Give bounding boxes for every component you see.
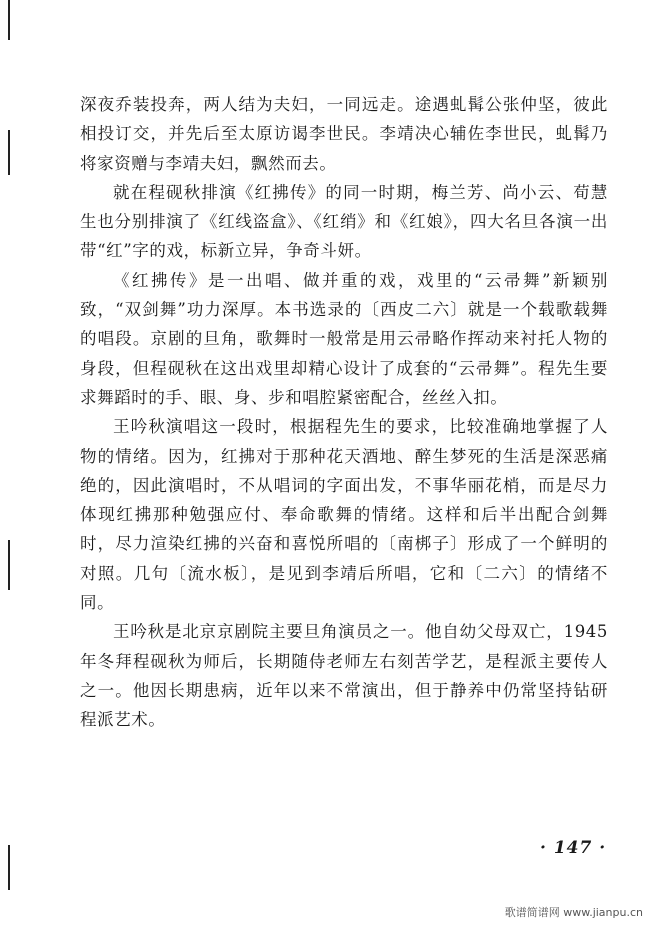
scan-edge-mark (8, 845, 10, 890)
paragraph-5: 王吟秋是北京京剧院主要旦角演员之一。他自幼父母双亡，1945年冬拜程砚秋为师后，长期随侍老师左右刻苦学艺，是程派主要传人之一。他因长期患病，近年以来不常演出，但于静养中仍常坚持钻研程派艺术。 (80, 622, 608, 730)
paragraph-3: 《红拂传》是一出唱、做并重的戏，戏里的“云帚舞”新颖别致，“双剑舞”功力深厚。本书选录的〔西皮二六〕就是一个载歌载舞的唱段。京剧的旦角，歌舞时一般常是用云帚略作挥动来衬托人物的身段，但程砚秋在这出戏里却精心设计了成套的“云帚舞”。程先生要求舞蹈时的手、眼、身、步和唱腔紧密配合，丝丝入扣。 (80, 270, 608, 407)
paragraph-2: 就在程砚秋排演《红拂传》的同一时期，梅兰芳、尚小云、荀慧生也分别排演了《红线盗盒》、《红绡》和《红娘》，四大名旦各演一出带“红”字的戏，标新立异，争奇斗妍。 (80, 182, 608, 261)
page-number: · 147 · (540, 838, 607, 858)
scan-edge-mark (8, 540, 10, 590)
scan-edge-mark (8, 130, 10, 175)
paragraph-1: 深夜乔装投奔，两人结为夫妇，一同远走。途遇虬髯公张仲坚，彼此相投订交，并先后至太原访谒李世民。李靖决心辅佐李世民，虬髯乃将家资赠与李靖夫妇，飘然而去。 (80, 95, 608, 173)
paragraph-4: 王吟秋演唱这一段时，根据程先生的要求，比较准确地掌握了人物的情绪。因为，红拂对于那种花天酒地、醉生梦死的生活是深恶痛绝的，因此演唱时，不从唱词的字面出发，不事华丽花梢，而是尽力体现红拂那种勉强应付、奉命歌舞的情绪。这样和后半出配合剑舞时，尽力渲染红拂的兴奋和喜悦所唱的〔南梆子〕形成了一个鲜明的对照。几句〔流水板〕，是见到李靖后所唱，它和〔二六〕的情绪不同。 (80, 417, 608, 613)
body-text (80, 90, 608, 735)
scan-edge-mark (8, 0, 10, 40)
site-watermark: 歌谱简谱网 www.jianpu.cn (504, 906, 643, 919)
